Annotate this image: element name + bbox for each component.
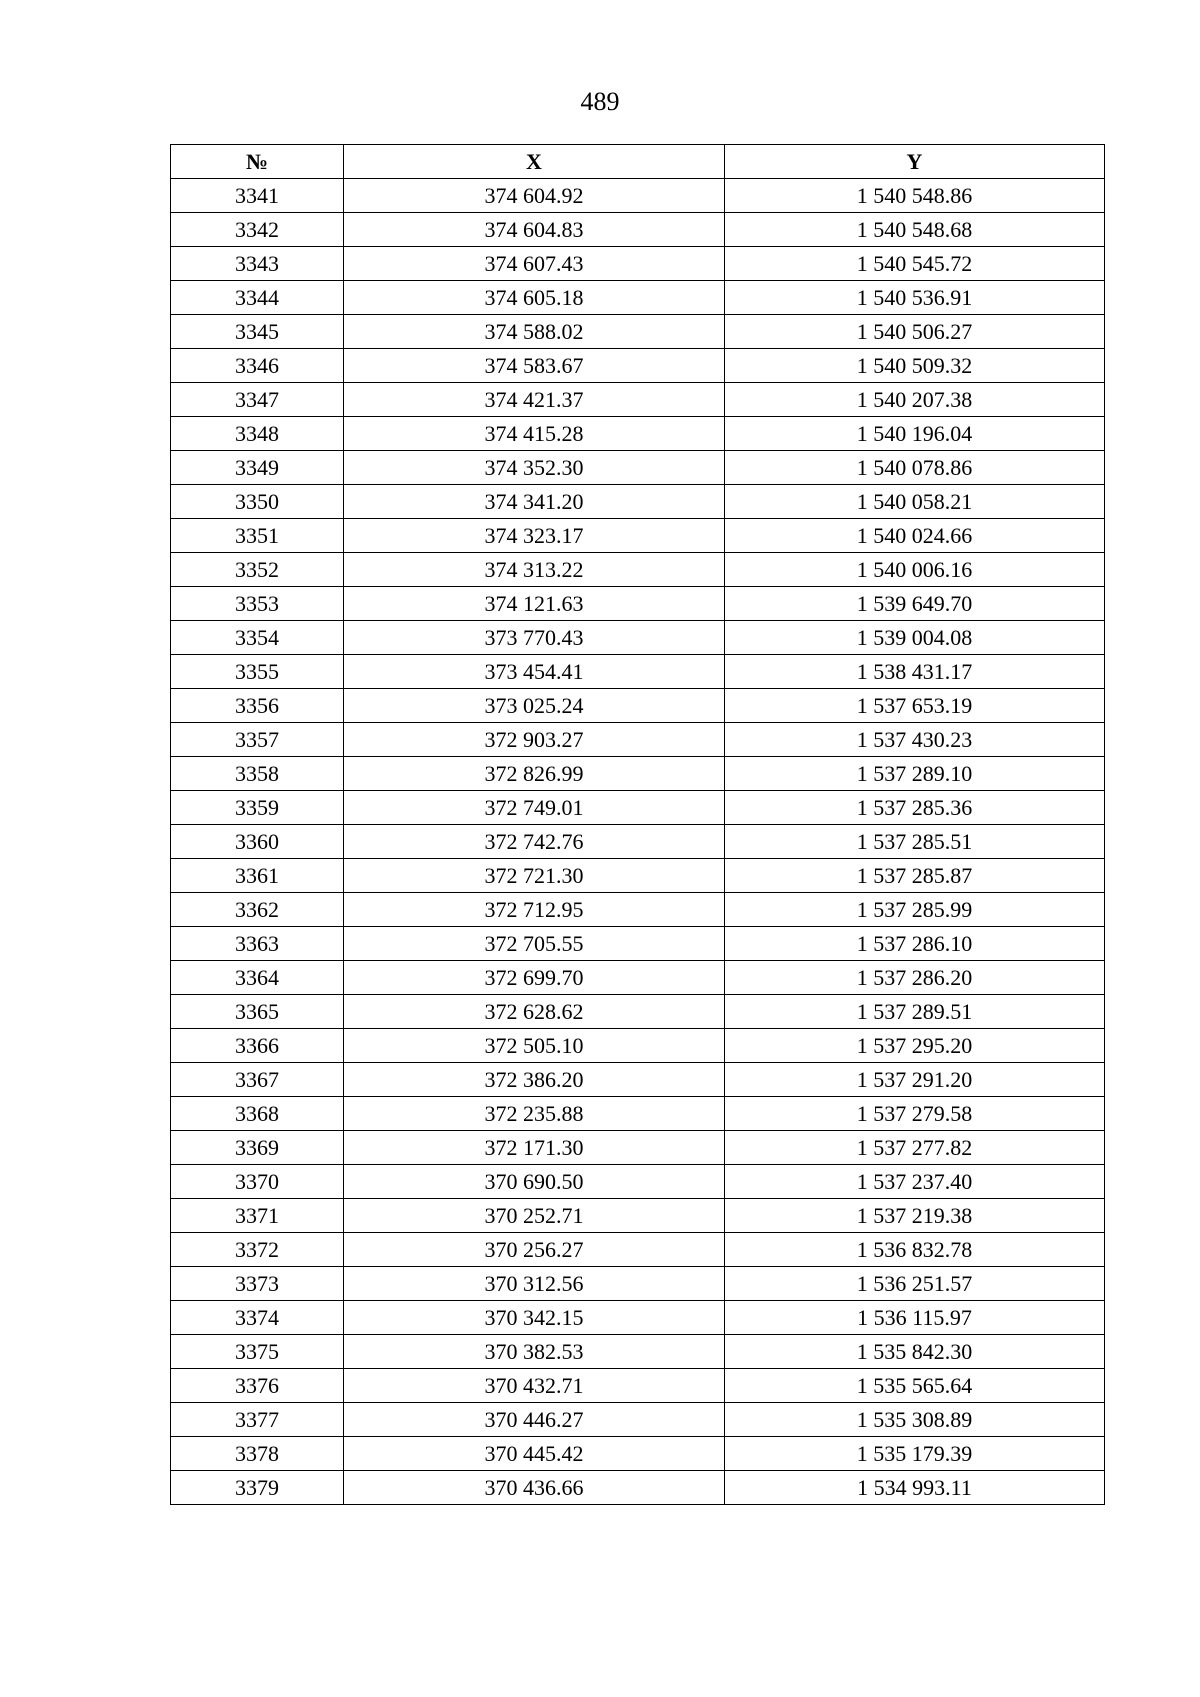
cell-x: 372 903.27 xyxy=(344,723,725,757)
cell-y: 1 537 289.10 xyxy=(725,757,1105,791)
table-row xyxy=(171,1199,1105,1233)
cell-number: 3371 xyxy=(171,1199,344,1233)
cell-x: 370 445.42 xyxy=(344,1437,725,1471)
table-row xyxy=(171,451,1105,485)
cell-number: 3358 xyxy=(171,757,344,791)
cell-y: 1 537 286.10 xyxy=(725,927,1105,961)
cell-y: 1 540 548.68 xyxy=(725,213,1105,247)
cell-number: 3360 xyxy=(171,825,344,859)
table-row xyxy=(171,485,1105,519)
cell-number: 3362 xyxy=(171,893,344,927)
cell-x: 374 604.83 xyxy=(344,213,725,247)
cell-number: 3343 xyxy=(171,247,344,281)
cell-number: 3353 xyxy=(171,587,344,621)
table-row xyxy=(171,825,1105,859)
table-row xyxy=(171,1233,1105,1267)
cell-number: 3366 xyxy=(171,1029,344,1063)
table-row xyxy=(171,961,1105,995)
cell-y: 1 540 196.04 xyxy=(725,417,1105,451)
cell-y: 1 540 509.32 xyxy=(725,349,1105,383)
cell-y: 1 540 548.86 xyxy=(725,179,1105,213)
cell-number: 3355 xyxy=(171,655,344,689)
cell-y: 1 540 006.16 xyxy=(725,553,1105,587)
cell-x: 372 705.55 xyxy=(344,927,725,961)
cell-number: 3373 xyxy=(171,1267,344,1301)
cell-number: 3342 xyxy=(171,213,344,247)
cell-number: 3375 xyxy=(171,1335,344,1369)
cell-y: 1 537 279.58 xyxy=(725,1097,1105,1131)
table-row xyxy=(171,1335,1105,1369)
cell-number: 3350 xyxy=(171,485,344,519)
cell-x: 374 121.63 xyxy=(344,587,725,621)
cell-number: 3379 xyxy=(171,1471,344,1505)
cell-y: 1 540 078.86 xyxy=(725,451,1105,485)
cell-x: 370 312.56 xyxy=(344,1267,725,1301)
cell-y: 1 537 430.23 xyxy=(725,723,1105,757)
cell-x: 374 352.30 xyxy=(344,451,725,485)
cell-number: 3363 xyxy=(171,927,344,961)
table-row xyxy=(171,723,1105,757)
cell-y: 1 540 536.91 xyxy=(725,281,1105,315)
cell-x: 370 256.27 xyxy=(344,1233,725,1267)
cell-x: 372 235.88 xyxy=(344,1097,725,1131)
cell-x: 374 415.28 xyxy=(344,417,725,451)
cell-number: 3356 xyxy=(171,689,344,723)
cell-number: 3367 xyxy=(171,1063,344,1097)
cell-x: 370 382.53 xyxy=(344,1335,725,1369)
cell-number: 3349 xyxy=(171,451,344,485)
cell-number: 3364 xyxy=(171,961,344,995)
cell-y: 1 537 289.51 xyxy=(725,995,1105,1029)
table-row xyxy=(171,383,1105,417)
cell-y: 1 537 285.51 xyxy=(725,825,1105,859)
cell-number: 3345 xyxy=(171,315,344,349)
cell-number: 3369 xyxy=(171,1131,344,1165)
cell-y: 1 535 842.30 xyxy=(725,1335,1105,1369)
table-row xyxy=(171,621,1105,655)
table-row xyxy=(171,655,1105,689)
cell-number: 3372 xyxy=(171,1233,344,1267)
cell-y: 1 537 219.38 xyxy=(725,1199,1105,1233)
table-row xyxy=(171,1165,1105,1199)
table-row xyxy=(171,1437,1105,1471)
cell-y: 1 537 653.19 xyxy=(725,689,1105,723)
cell-x: 370 446.27 xyxy=(344,1403,725,1437)
cell-y: 1 540 207.38 xyxy=(725,383,1105,417)
cell-x: 370 252.71 xyxy=(344,1199,725,1233)
cell-x: 374 588.02 xyxy=(344,315,725,349)
cell-x: 370 436.66 xyxy=(344,1471,725,1505)
cell-y: 1 539 649.70 xyxy=(725,587,1105,621)
cell-y: 1 536 832.78 xyxy=(725,1233,1105,1267)
cell-x: 373 770.43 xyxy=(344,621,725,655)
cell-x: 374 607.43 xyxy=(344,247,725,281)
table-row xyxy=(171,859,1105,893)
table-row xyxy=(171,1267,1105,1301)
cell-y: 1 538 431.17 xyxy=(725,655,1105,689)
table-row xyxy=(171,281,1105,315)
header-number: № xyxy=(171,145,344,179)
table-header xyxy=(171,145,1105,179)
cell-number: 3368 xyxy=(171,1097,344,1131)
table-row xyxy=(171,927,1105,961)
table-row xyxy=(171,1097,1105,1131)
cell-x: 372 628.62 xyxy=(344,995,725,1029)
cell-x: 372 749.01 xyxy=(344,791,725,825)
header-y: Y xyxy=(725,145,1105,179)
cell-x: 372 386.20 xyxy=(344,1063,725,1097)
cell-x: 370 432.71 xyxy=(344,1369,725,1403)
table-row xyxy=(171,587,1105,621)
cell-y: 1 540 058.21 xyxy=(725,485,1105,519)
cell-y: 1 537 291.20 xyxy=(725,1063,1105,1097)
cell-number: 3341 xyxy=(171,179,344,213)
table-row xyxy=(171,519,1105,553)
coordinates-table xyxy=(170,144,1105,1505)
cell-y: 1 537 237.40 xyxy=(725,1165,1105,1199)
table-row xyxy=(171,893,1105,927)
table-row xyxy=(171,553,1105,587)
cell-y: 1 537 295.20 xyxy=(725,1029,1105,1063)
cell-x: 372 712.95 xyxy=(344,893,725,927)
cell-number: 3359 xyxy=(171,791,344,825)
cell-y: 1 537 277.82 xyxy=(725,1131,1105,1165)
cell-x: 374 313.22 xyxy=(344,553,725,587)
cell-y: 1 537 285.36 xyxy=(725,791,1105,825)
table-row xyxy=(171,1369,1105,1403)
cell-number: 3376 xyxy=(171,1369,344,1403)
table-body xyxy=(171,179,1105,1505)
cell-x: 372 721.30 xyxy=(344,859,725,893)
table-row xyxy=(171,1403,1105,1437)
cell-y: 1 535 308.89 xyxy=(725,1403,1105,1437)
cell-number: 3357 xyxy=(171,723,344,757)
table-row xyxy=(171,349,1105,383)
cell-number: 3354 xyxy=(171,621,344,655)
cell-x: 374 323.17 xyxy=(344,519,725,553)
cell-y: 1 540 545.72 xyxy=(725,247,1105,281)
cell-x: 370 690.50 xyxy=(344,1165,725,1199)
cell-x: 374 583.67 xyxy=(344,349,725,383)
cell-y: 1 535 565.64 xyxy=(725,1369,1105,1403)
cell-y: 1 536 115.97 xyxy=(725,1301,1105,1335)
table-row xyxy=(171,995,1105,1029)
cell-y: 1 536 251.57 xyxy=(725,1267,1105,1301)
cell-y: 1 540 024.66 xyxy=(725,519,1105,553)
header-x: X xyxy=(344,145,725,179)
cell-x: 372 699.70 xyxy=(344,961,725,995)
table-row xyxy=(171,1029,1105,1063)
cell-y: 1 535 179.39 xyxy=(725,1437,1105,1471)
table-row xyxy=(171,1063,1105,1097)
cell-x: 372 742.76 xyxy=(344,825,725,859)
table-header-row xyxy=(171,145,1105,179)
table-row xyxy=(171,791,1105,825)
cell-number: 3378 xyxy=(171,1437,344,1471)
cell-number: 3374 xyxy=(171,1301,344,1335)
cell-number: 3361 xyxy=(171,859,344,893)
table-row xyxy=(171,1471,1105,1505)
cell-number: 3370 xyxy=(171,1165,344,1199)
table-row xyxy=(171,757,1105,791)
cell-number: 3352 xyxy=(171,553,344,587)
cell-number: 3346 xyxy=(171,349,344,383)
cell-y: 1 537 285.99 xyxy=(725,893,1105,927)
cell-x: 372 826.99 xyxy=(344,757,725,791)
cell-number: 3348 xyxy=(171,417,344,451)
cell-number: 3344 xyxy=(171,281,344,315)
cell-number: 3377 xyxy=(171,1403,344,1437)
table-row xyxy=(171,315,1105,349)
table-row xyxy=(171,417,1105,451)
table-row xyxy=(171,179,1105,213)
cell-x: 374 605.18 xyxy=(344,281,725,315)
cell-x: 370 342.15 xyxy=(344,1301,725,1335)
cell-x: 373 454.41 xyxy=(344,655,725,689)
cell-y: 1 537 285.87 xyxy=(725,859,1105,893)
cell-x: 374 341.20 xyxy=(344,485,725,519)
cell-x: 374 604.92 xyxy=(344,179,725,213)
cell-number: 3351 xyxy=(171,519,344,553)
cell-y: 1 540 506.27 xyxy=(725,315,1105,349)
table-row xyxy=(171,1301,1105,1335)
table-row xyxy=(171,213,1105,247)
cell-x: 374 421.37 xyxy=(344,383,725,417)
table-row xyxy=(171,1131,1105,1165)
page-number: 489 xyxy=(580,87,620,116)
cell-y: 1 539 004.08 xyxy=(725,621,1105,655)
cell-x: 373 025.24 xyxy=(344,689,725,723)
cell-y: 1 534 993.11 xyxy=(725,1471,1105,1505)
table-row xyxy=(171,247,1105,281)
cell-number: 3365 xyxy=(171,995,344,1029)
cell-y: 1 537 286.20 xyxy=(725,961,1105,995)
cell-x: 372 171.30 xyxy=(344,1131,725,1165)
cell-x: 372 505.10 xyxy=(344,1029,725,1063)
cell-number: 3347 xyxy=(171,383,344,417)
table-row xyxy=(171,689,1105,723)
